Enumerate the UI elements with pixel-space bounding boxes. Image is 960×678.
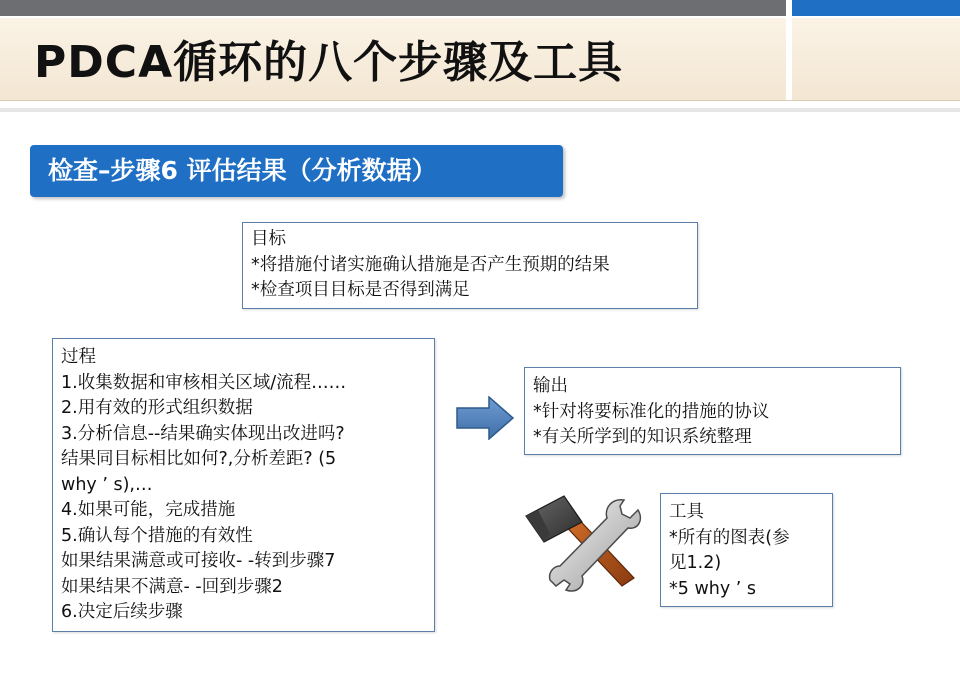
process-box — [52, 338, 435, 632]
output-box — [524, 367, 901, 455]
right-arrow-icon — [456, 396, 514, 440]
process-item: 4.如果可能，完成措施 — [61, 500, 236, 520]
process-item: 如果结果不满意- -回到步骤2 — [61, 576, 283, 597]
process-item: 1.收集数据和审核相关区域/流程…… — [61, 372, 347, 393]
process-item: 6.决定后续步骤 — [61, 602, 183, 622]
goal-item: *检查项目目标是否得到满足 — [251, 280, 470, 300]
section-banner: 检查–步骤6 评估结果（分析数据） — [30, 145, 563, 197]
process-heading: 过程 — [61, 347, 96, 367]
tools-item: *所有的图表(参 — [669, 527, 790, 548]
page-title: PDCA循环的八个步骤及工具 — [34, 37, 624, 88]
goal-box — [242, 222, 698, 309]
title-divider — [786, 18, 792, 100]
goal-heading: 目标 — [251, 229, 286, 249]
top-bar-gray — [0, 0, 786, 16]
hammer-wrench-icon — [520, 490, 642, 594]
process-item: 3.分析信息--结果确实体现出改进吗? — [61, 423, 345, 444]
output-item: *针对将要标准化的措施的协议 — [533, 401, 770, 422]
process-item: why ’ s),… — [61, 474, 153, 495]
tools-item: 见1.2) — [669, 553, 722, 573]
process-item: 2.用有效的形式组织数据 — [61, 398, 253, 418]
process-item: 如果结果满意或可接收- -转到步骤7 — [61, 551, 336, 571]
title-underline — [0, 108, 960, 112]
process-item: 5.确认每个措施的有效性 — [61, 525, 253, 546]
output-heading: 输出 — [533, 376, 568, 396]
goal-item: *将措施付诸实施确认措施是否产生预期的结果 — [251, 254, 610, 275]
top-bar-blue — [792, 0, 960, 16]
tools-heading: 工具 — [669, 502, 704, 522]
process-item: 结果同目标相比如何?,分析差距? (5 — [61, 449, 337, 469]
output-item: *有关所学到的知识系统整理 — [533, 427, 752, 447]
tools-box — [660, 493, 833, 607]
tools-item: *5 why ’ s — [669, 578, 757, 599]
